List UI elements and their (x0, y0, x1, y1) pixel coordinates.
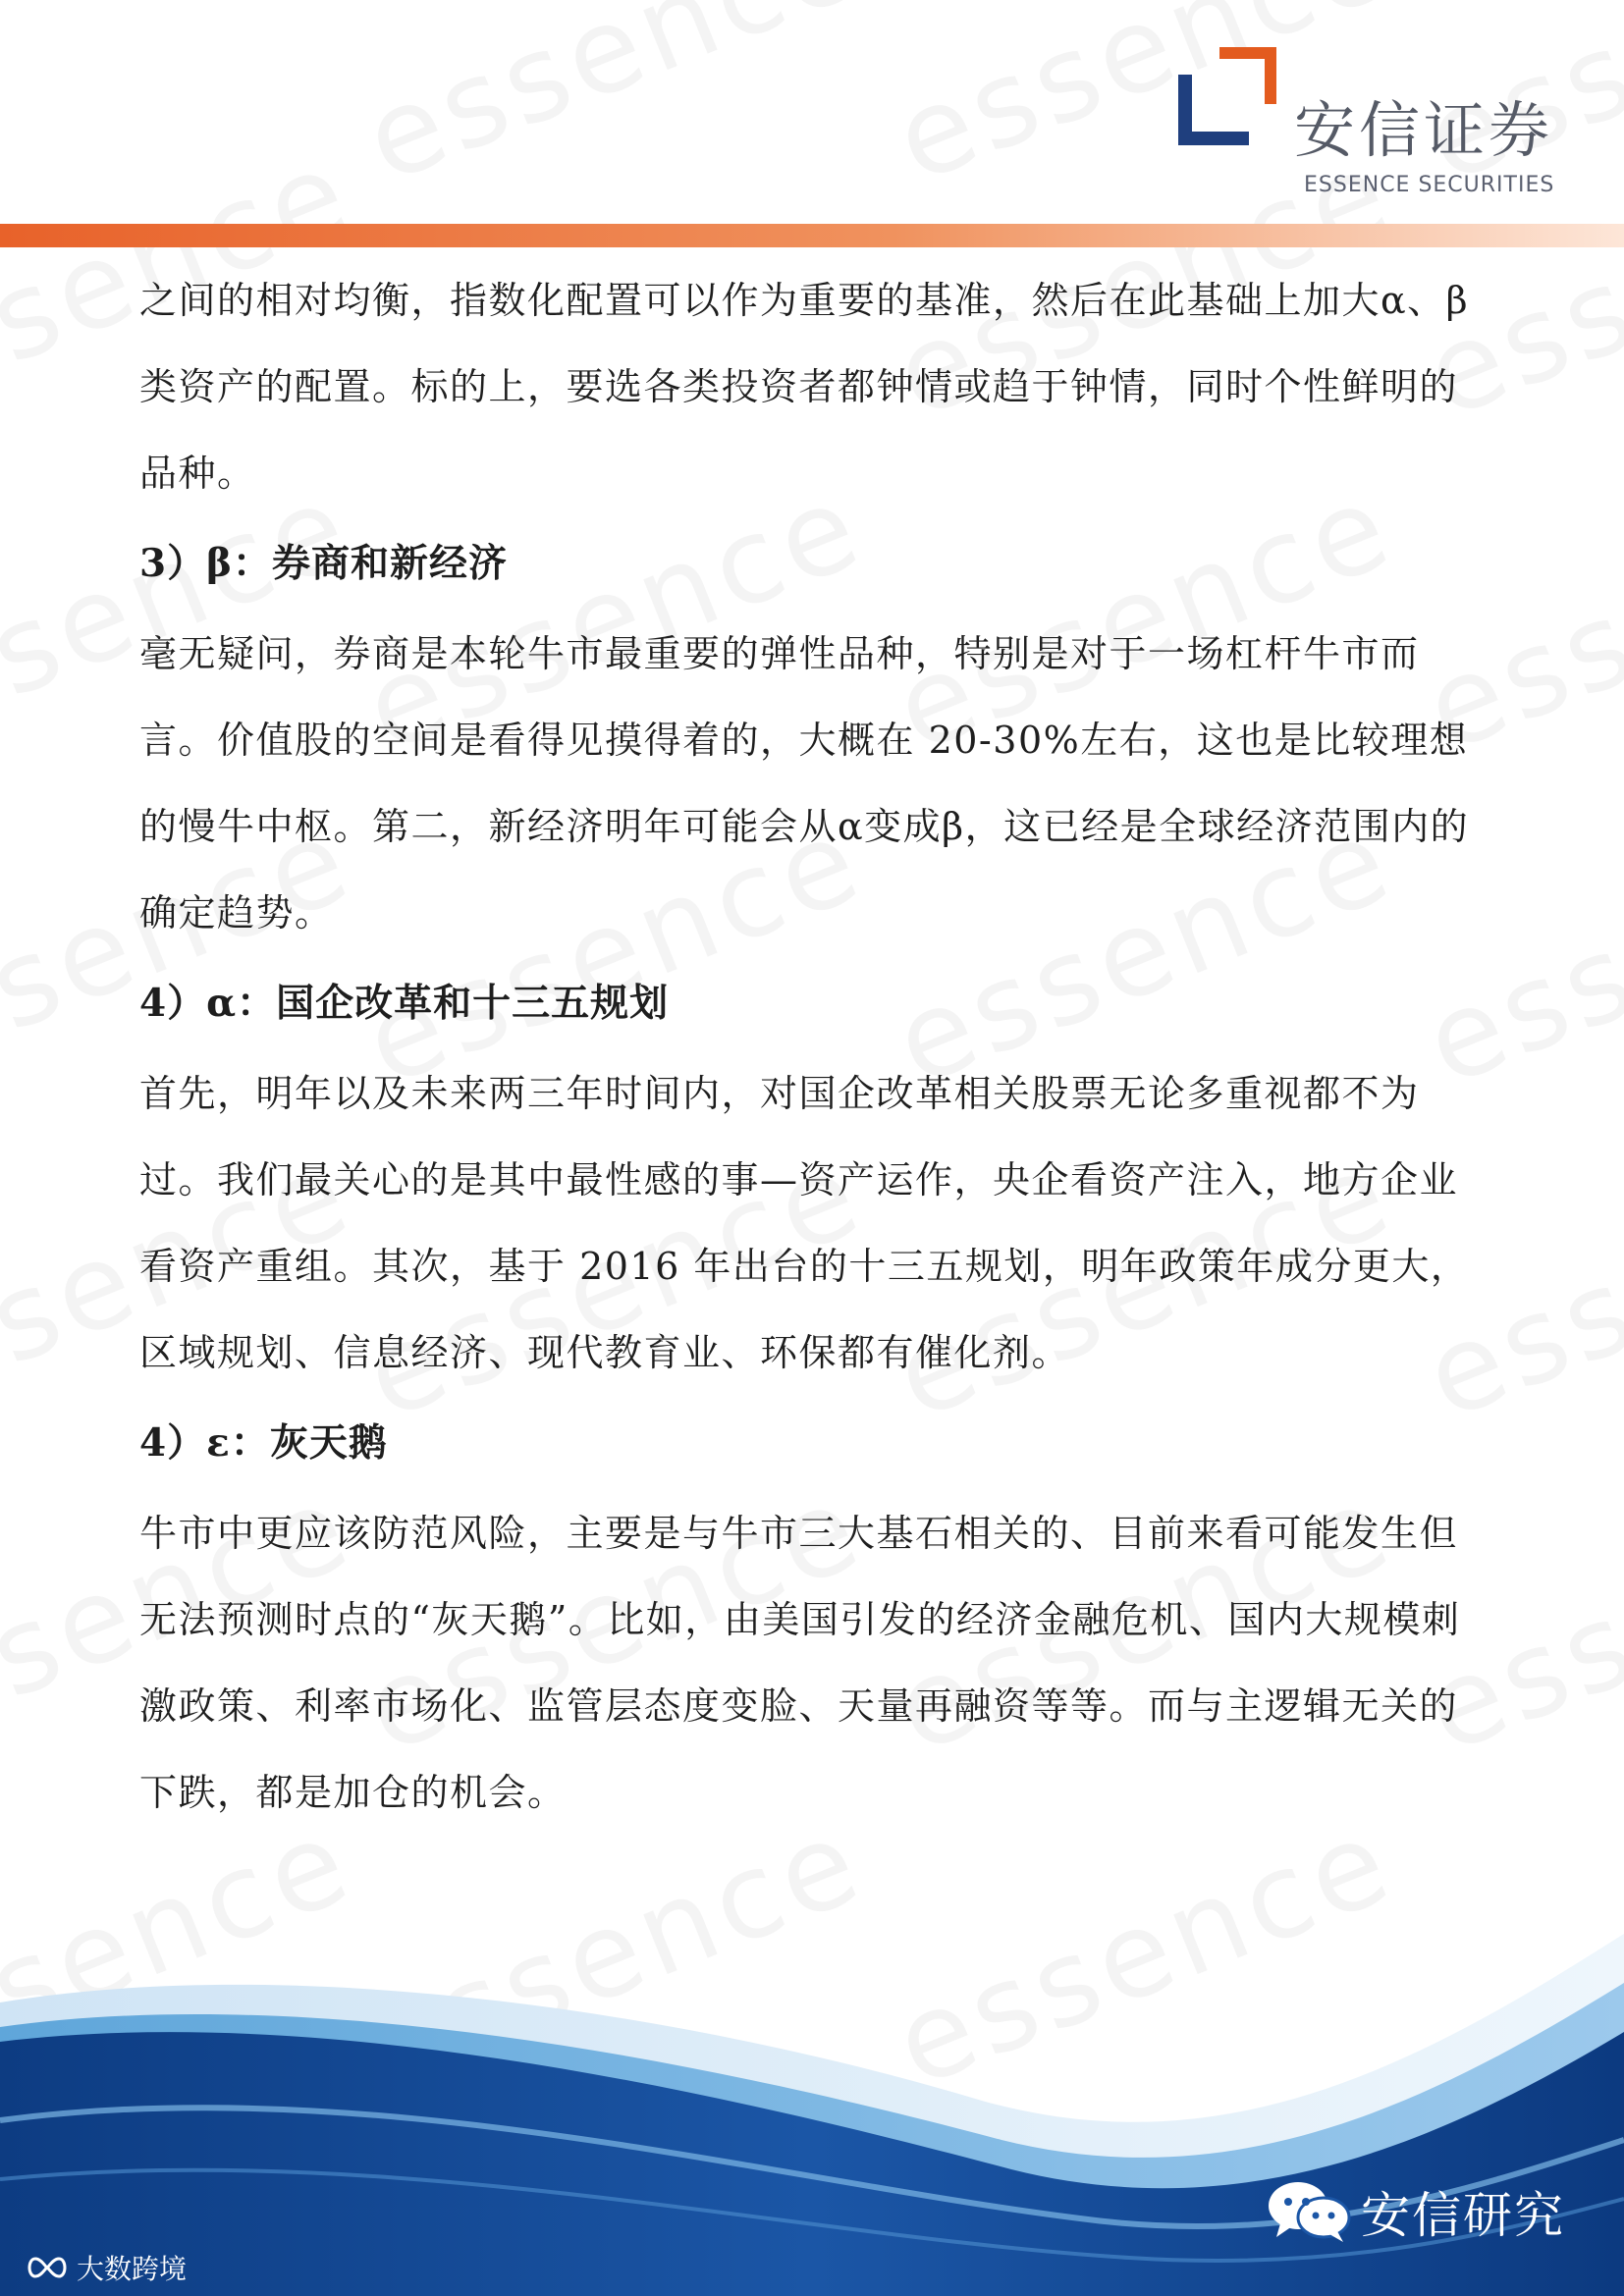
watermark (347, 0, 881, 209)
company-name-en: ESSENCE SECURITIES (1304, 173, 1555, 197)
infinity-logo-icon (24, 2253, 71, 2282)
wechat-account-badge (1267, 2177, 1565, 2246)
source-watermark (24, 2248, 187, 2287)
body-paragraph: 首先，明年以及未来两三年时间内，对国企改革相关股票无论多重视都不为过。我们最关心的是其中最性感的事—资产运作，央企看资产注入，地方企业看资产重组。其次，基于 2016 年出台的十三五规划，明年政策年成分更大，区域规划、信息经济、现代教育业、环保都有催化剂。 (139, 1072, 1470, 1374)
body-paragraph: 毫无疑问，券商是本轮牛市最重要的弹性品种，特别是对于一场杠杆牛市而言。价值股的空间是看得见摸得着的，大概在 20-30%左右，这也是比较理想的慢牛中枢。第二，新经济明年可能会从α变成β，这已经是全球经济范围内的确定趋势。 (139, 632, 1470, 934)
section-heading-beta: 3）β：券商和新经济 (139, 541, 509, 586)
wechat-icon (1267, 2180, 1351, 2243)
section-heading-epsilon: 4）ε：灰天鹅 (139, 1420, 388, 1466)
wechat-account-name: 安信研究 (1361, 2187, 1565, 2244)
source-label: 大数跨境 (77, 2253, 188, 2285)
body-paragraph: 之间的相对均衡，指数化配置可以作为重要的基准，然后在此基础上加大α、β类资产的配置。标的上，要选各类投资者都钟情或趋于钟情，同时个性鲜明的品种。 (139, 279, 1470, 495)
body-paragraph: 牛市中更应该防范风险，主要是与牛市三大基石相关的、目前来看可能发生但无法预测时点的“灰天鹅”。比如，由美国引发的经济金融危机、国内大规模刺激政策、利率市场化、监管层态度变脸、天量再融资等等。而与主逻辑无关的下跌，都是加仓的机会。 (139, 1512, 1461, 1814)
header-divider-bar (0, 224, 1624, 247)
section-heading-alpha: 4）α：国企改革和十三五规划 (139, 981, 670, 1026)
company-logo-icon (1178, 47, 1276, 145)
company-name-cn: 安信证券 (1294, 94, 1554, 166)
report-body (139, 257, 1485, 1836)
